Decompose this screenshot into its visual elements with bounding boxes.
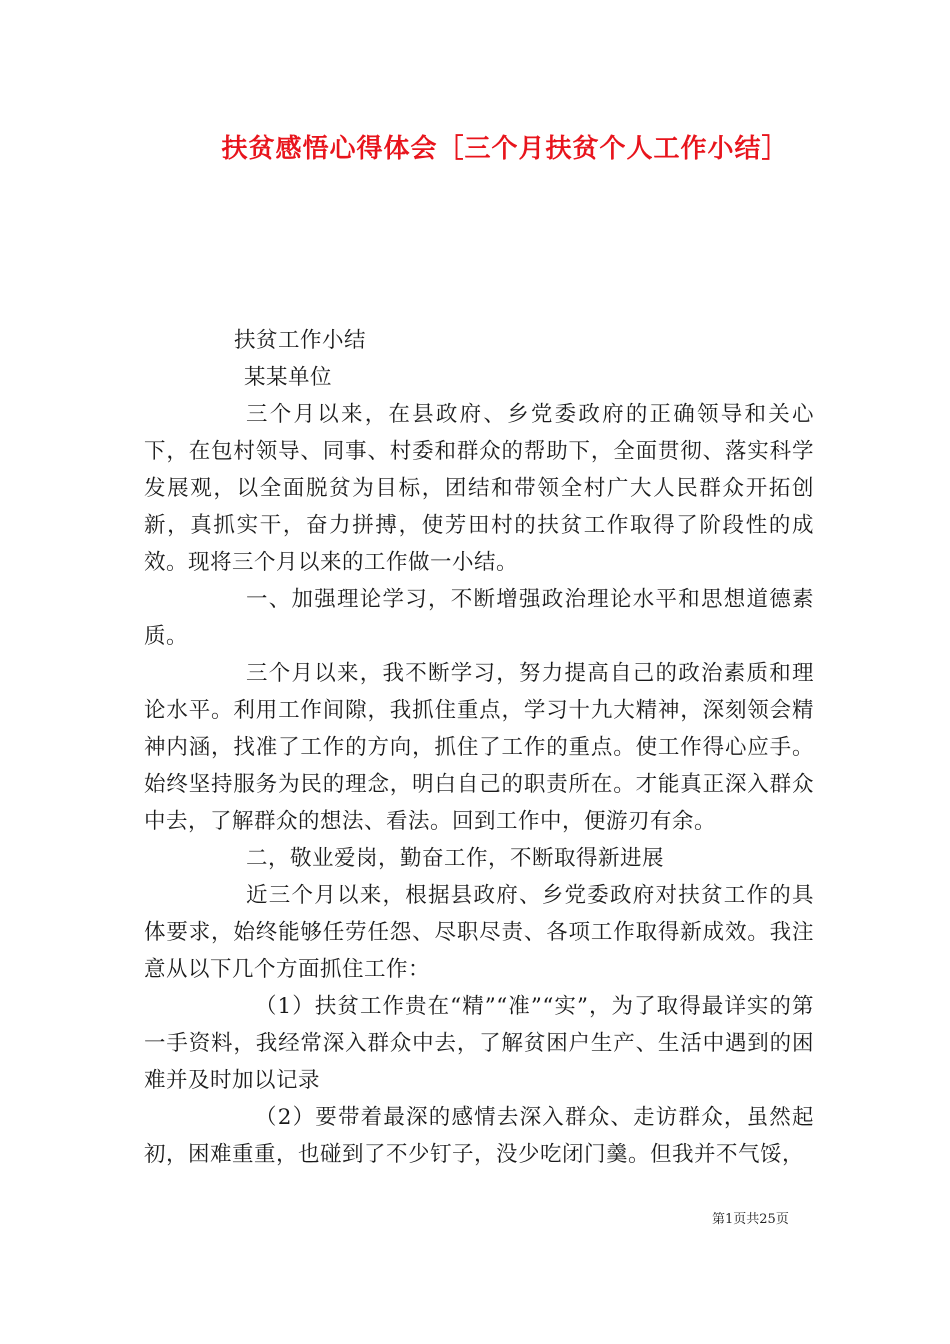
unit-name: 某某单位: [244, 365, 333, 390]
paragraph-heading-one: 一、加强理论学习，不断增强政治理论水平和思想道德素质。: [144, 587, 814, 649]
paragraph-study: 三个月以来，我不断学习，努力提高自己的政治素质和理论水平。利用工作间隙，我抓住重点，学习十九大精神，深刻领会精神内涵，找准了工作的方向，抓住了工作的重点。使工作得心应手。始终坚持服务为民的理念，明白自己的职责所在。才能真正深入群众中去，了解群众的想法、看法。回到工作中，便游刃有余。: [144, 661, 814, 834]
paragraph-requirements: 近三个月以来，根据县政府、乡党委政府对扶贫工作的具体要求，始终能够任劳任怨、尽职尽责、各项工作取得新成效。我注意从以下几个方面抓住工作：: [144, 883, 814, 982]
paragraph-item-1: （1）扶贫工作贵在“精”“准”“实”，为了取得最详实的第一手资料，我经常深入群众中去，了解贫困户生产、生活中遇到的困难并及时加以记录: [144, 994, 814, 1093]
paragraph-heading-two: 二，敬业爱岗，勤奋工作，不断取得新进展: [246, 846, 665, 871]
paragraph-intro: 三个月以来，在县政府、乡党委政府的正确领导和关心下，在包村领导、同事、村委和群众的帮助下，全面贯彻、落实科学发展观，以全面脱贫为目标，团结和带领全村广大人民群众开拓创新，真抓实干，奋力拼搏，使芳田村的扶贫工作取得了阶段性的成效。现将三个月以来的工作做一小结。: [144, 402, 814, 575]
document-body: [144, 322, 814, 1173]
document-title: 扶贫感悟心得体会［三个月扶贫个人工作小结］: [221, 134, 789, 164]
page-number: 第1页共25页: [712, 1212, 789, 1227]
section-heading: 扶贫工作小结: [234, 328, 367, 353]
paragraph-item-2: （2）要带着最深的感情去深入群众、走访群众，虽然起初，困难重重，也碰到了不少钉子，没少吃闭门羹。但我并不气馁，: [144, 1105, 814, 1167]
